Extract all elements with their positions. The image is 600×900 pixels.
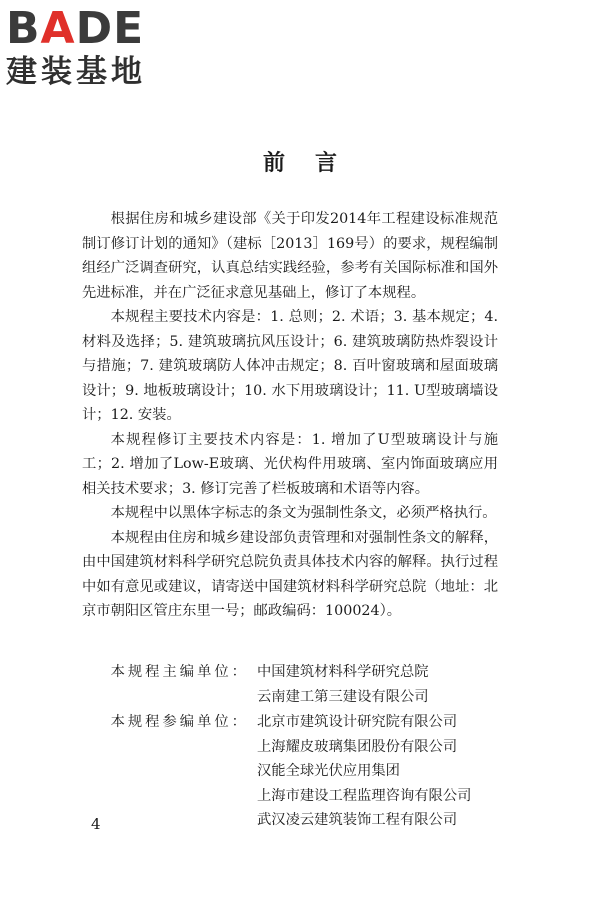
paragraph-mandatory-clauses: 本规程中以黑体字标志的条文为强制性条文，必须严格执行。 xyxy=(110,505,497,521)
bade-logo xyxy=(6,4,186,90)
logo-letters-start: B xyxy=(6,3,41,54)
participating-unit: 汉能全球光伏应用集团 xyxy=(257,763,400,779)
organizations xyxy=(82,660,512,833)
participating-units-label: 本规程参编单位： xyxy=(110,714,249,730)
participating-unit: 武汉凌云建筑装饰工程有限公司 xyxy=(257,812,458,828)
page-title: 前言 xyxy=(262,150,367,176)
participating-units xyxy=(82,710,512,833)
logo-subtitle: 建装基地 xyxy=(6,54,146,90)
participating-units-list xyxy=(257,710,471,833)
paragraph-administration: 本规程由住房和城乡建设部负责管理和对强制性条文的解释，由中国建筑材料科学研究总院负责具体技术内容的解释。执行过程中如有意见或建议，请寄送中国建筑材料科学研究总院（地址：北京市朝阳区管庄东里一号；邮政编码：100024）。 xyxy=(82,529,498,619)
logo-letters-end: DE xyxy=(75,3,145,54)
logo-wordmark xyxy=(6,4,186,54)
paragraph-main-content: 本规程主要技术内容是：1. 总则；2. 术语；3. 基本规定；4. 材料及选择；5. 建筑玻璃抗风压设计；6. 建筑玻璃防热炸裂设计与措施；7. 建筑玻璃防人体冲击规定；8. 百叶窗玻璃和屋面玻璃设计；9. 地板玻璃设计；10. 水下用玻璃设计；11. U型玻璃墙设计；12. 安装。 xyxy=(82,309,498,423)
paragraph-revision-basis: 根据住房和城乡建设部《关于印发2014年工程建设标准规范制订修订计划的通知》（建标［2013］169号）的要求，规程编制组经广泛调查研究，认真总结实践经验，参考有关国际标准和国外先进标准，并在广泛征求意见基础上，修订了本规程。 xyxy=(82,211,498,301)
chief-unit: 中国建筑材料科学研究总院 xyxy=(257,664,429,680)
chief-units-list xyxy=(257,660,429,709)
participating-unit: 上海耀皮玻璃集团股份有限公司 xyxy=(257,738,458,755)
preface-body xyxy=(82,207,498,624)
chief-units xyxy=(82,660,512,709)
participating-unit: 上海市建设工程监理咨询有限公司 xyxy=(257,787,472,804)
page-number: 4 xyxy=(91,815,101,833)
chief-unit: 云南建工第三建设有限公司 xyxy=(257,688,429,705)
logo-letter-accent: A xyxy=(40,3,76,54)
paragraph-revision-content: 本规程修订主要技术内容是：1. 增加了U型玻璃设计与施工；2. 增加了Low-E玻璃、光伏构件用玻璃、室内饰面玻璃应用相关技术要求；3. 修订完善了栏板玻璃和术语等内容。 xyxy=(82,431,498,497)
chief-units-label: 本规程主编单位： xyxy=(110,664,249,680)
participating-unit: 北京市建筑设计研究院有限公司 xyxy=(257,714,458,730)
